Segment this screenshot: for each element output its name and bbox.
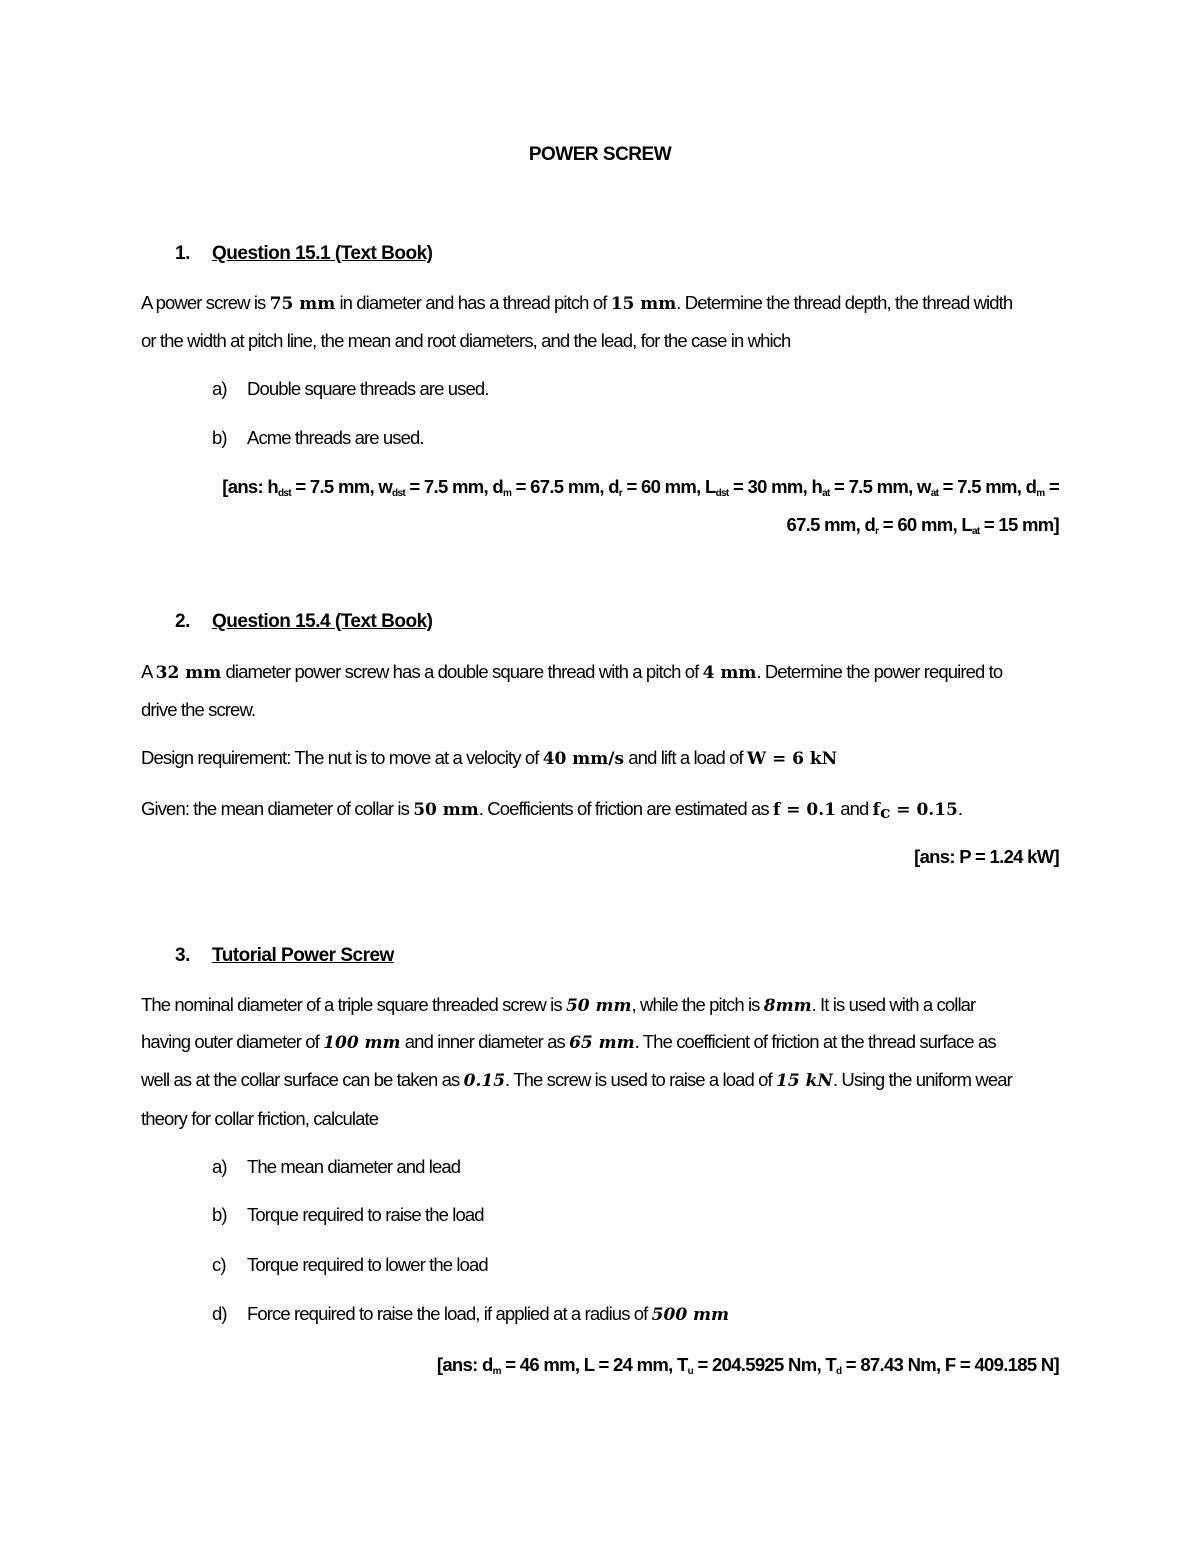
question-1-text-line: A power screw is 75 mm in diameter and has a thread pitch of 15 mm. Determine the thread depth, the thread width: [141, 292, 1013, 314]
list-item: c) Torque required to lower the load: [212, 1254, 488, 1275]
question-3-text-line: theory for collar friction, calculate: [141, 1108, 379, 1129]
question-3-text-line: having outer diameter of 100 mm and inner diameter as 65 mm. The coefficient of friction at the thread surface as: [141, 1031, 996, 1053]
list-item: d) Force required to raise the load, if applied at a radius of 500 mm: [212, 1303, 730, 1325]
list-item: a) The mean diameter and lead: [212, 1156, 461, 1177]
question-3-heading: [175, 945, 394, 967]
list-item: b) Acme threads are used.: [212, 427, 424, 448]
question-number: 2.: [175, 611, 190, 632]
question-2-heading: [175, 611, 432, 633]
question-1-heading: [175, 243, 432, 265]
question-number: 1.: [175, 243, 190, 264]
question-1-text-line: or the width at pitch line, the mean and root diameters, and the lead, for the case in which: [141, 330, 791, 351]
question-title: Tutorial Power Screw: [212, 945, 394, 966]
question-title: Question 15.1 (Text Book): [212, 243, 433, 264]
answer-line: [ans: $h_{dst} = 7.5$ mm, $w_{dst} = 7.5$ mm, $d_m = 67.5$ mm, $d_r = 60$ mm, $L_{dst} = 30$ mm, $h_{at} = 7.5$ mm, $w_{at} = 7.5$ mm, $d_m$ =: [222, 476, 1059, 499]
question-3-text-line: well as at the collar surface can be taken as 0.15. The screw is used to raise a load of 15 kN. Using the uniform wear: [141, 1069, 1012, 1091]
question-2-text-line: drive the screw.: [141, 699, 256, 720]
question-2-text-line: A 32 mm diameter power screw has a double square thread with a pitch of 4 mm. Determine the power required to: [141, 661, 1003, 683]
list-item: b) Torque required to raise the load: [212, 1204, 484, 1225]
answer-line: [ans: $d_m = 46$ mm, L = 24 mm, $T_u = 204.5925$ Nm, $T_d = 87.43$ Nm, F = 409.185 N]: [436, 1354, 1059, 1377]
list-item: a) Double square threads are used.: [212, 378, 489, 399]
answer-line: 67.5 mm, $d_r = 60$ mm, $L_{at} = 15$ mm]: [786, 514, 1059, 537]
page-title: POWER SCREW: [528, 144, 672, 165]
answer-line: [ans: P = 1.24 kW]: [914, 846, 1059, 867]
question-title: Question 15.4 (Text Book): [212, 611, 433, 632]
question-3-text-line: The nominal diameter of a triple square threaded screw is 50 mm, while the pitch is 8mm. It is used with a collar: [141, 994, 976, 1016]
question-2-text-line: Given: the mean diameter of collar is 50 mm. Coefficients of friction are estimated as f = 0.1 and $f_c = 0.15$.: [141, 798, 963, 823]
question-number: 3.: [175, 945, 190, 966]
question-2-text-line: Design requirement: The nut is to move at a velocity of 40 mm/s and lift a load of W = 6 kN: [141, 747, 838, 769]
